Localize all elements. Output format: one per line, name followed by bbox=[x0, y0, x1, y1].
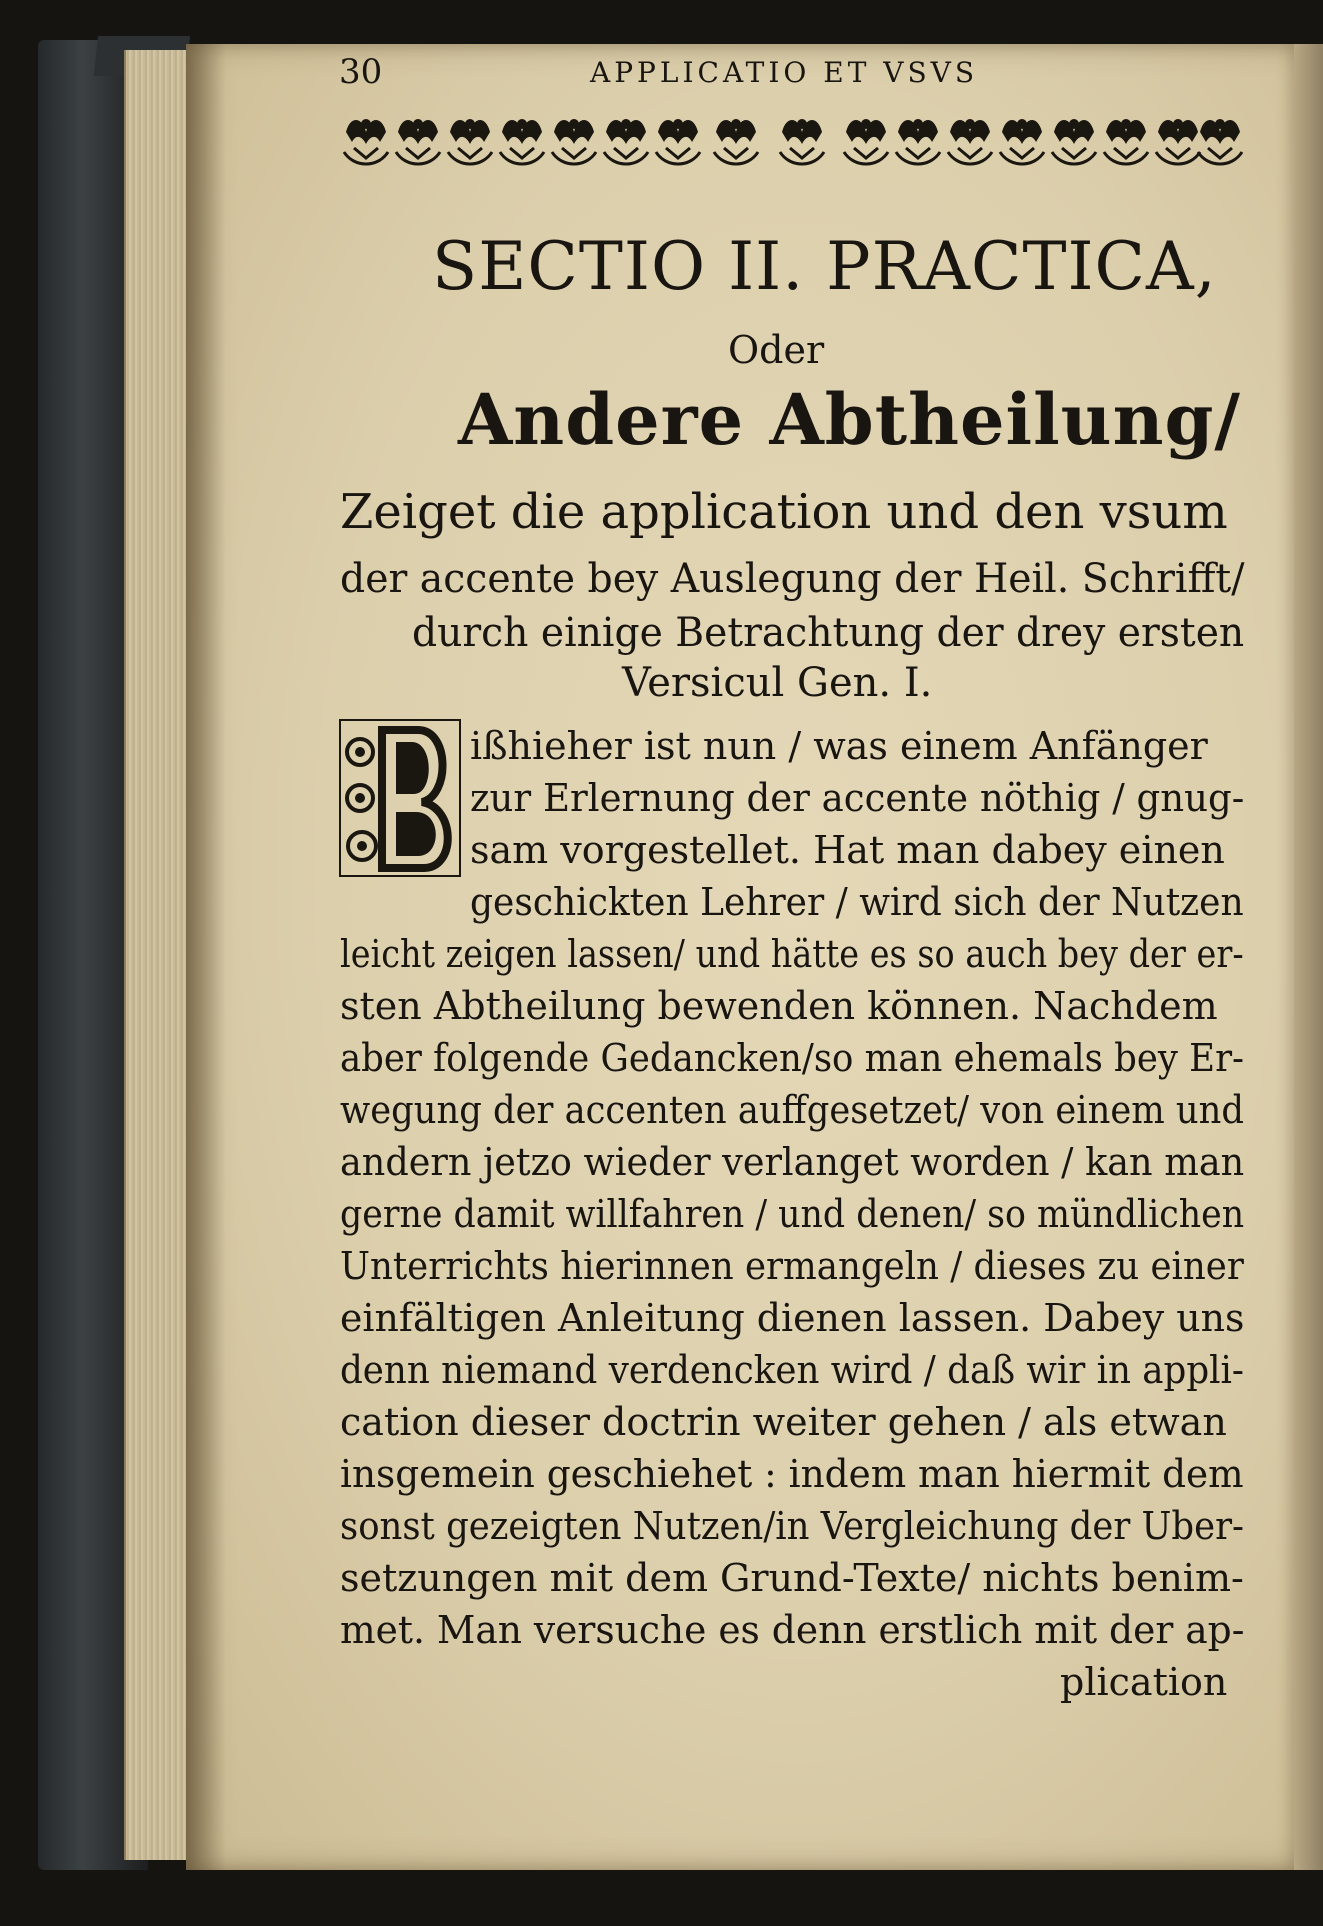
catchword: plication bbox=[1060, 1660, 1228, 1704]
body-line: met. Man versuche es denn erstlich mit der ap- bbox=[340, 1608, 1245, 1652]
page-gutter-shadow bbox=[186, 44, 226, 1870]
body-line: setzungen mit dem Grund-Texte/ nichts benim- bbox=[340, 1556, 1244, 1600]
page-number: 30 bbox=[339, 52, 383, 92]
body-line: sam vorgestellet. Hat man dabey einen bbox=[470, 828, 1225, 872]
decorated-initial-b-icon bbox=[338, 718, 462, 878]
fleuron-band-icon bbox=[340, 112, 1244, 176]
body-line: leicht zeigen lassen/ und hätte es so auch bey der er- bbox=[340, 932, 1244, 976]
body-line: Unterrichts hierinnen ermangeln / dieses zu einer bbox=[340, 1244, 1244, 1288]
oder-word: Oder bbox=[728, 328, 825, 372]
body-line: zur Erlernung der accente nöthig / gnug- bbox=[470, 776, 1245, 820]
section-heading: SECTIO II. PRACTICA, bbox=[432, 228, 1217, 305]
body-line: insgemein geschiehet : indem man hiermit dem bbox=[340, 1452, 1244, 1496]
body-line: geschickten Lehrer / wird sich der Nutzen bbox=[470, 880, 1244, 924]
subtitle-line: durch einige Betrachtung der drey ersten bbox=[412, 610, 1245, 656]
subtitle-line: Versicul Gen. I. bbox=[622, 660, 933, 706]
subtitle-line: Zeiget die application und den vsum bbox=[340, 484, 1228, 540]
body-line: sten Abtheilung bewenden können. Nachdem bbox=[340, 984, 1218, 1028]
body-line: gerne damit willfahren / und denen/ so mündlichen bbox=[340, 1192, 1245, 1236]
body-line: aber folgende Gedancken/so man ehemals bey Er- bbox=[340, 1036, 1245, 1080]
andere-abtheilung-heading: Andere Abtheilung/ bbox=[458, 378, 1241, 461]
body-line: ißhieher ist nun / was einem Anfänger bbox=[470, 724, 1208, 768]
body-line: sonst gezeigten Nutzen/in Vergleichung der Uber- bbox=[340, 1504, 1245, 1548]
body-line: andern jetzo wieder verlanget worden / kan man bbox=[340, 1140, 1245, 1184]
page-edges bbox=[124, 50, 192, 1860]
running-title: APPLICATIO ET VSVS bbox=[590, 56, 979, 89]
body-line: cation dieser doctrin weiter gehen / als etwan bbox=[340, 1400, 1227, 1444]
body-line: denn niemand verdencken wird / daß wir in appli- bbox=[340, 1348, 1244, 1392]
body-line: einfältigen Anleitung dienen lassen. Dabey uns bbox=[340, 1296, 1245, 1340]
subtitle-line: der accente bey Auslegung der Heil. Schrifft/ bbox=[340, 556, 1245, 602]
body-line: wegung der accenten auffgesetzet/ von einem und bbox=[340, 1088, 1245, 1132]
next-page-edge bbox=[1294, 44, 1323, 1870]
